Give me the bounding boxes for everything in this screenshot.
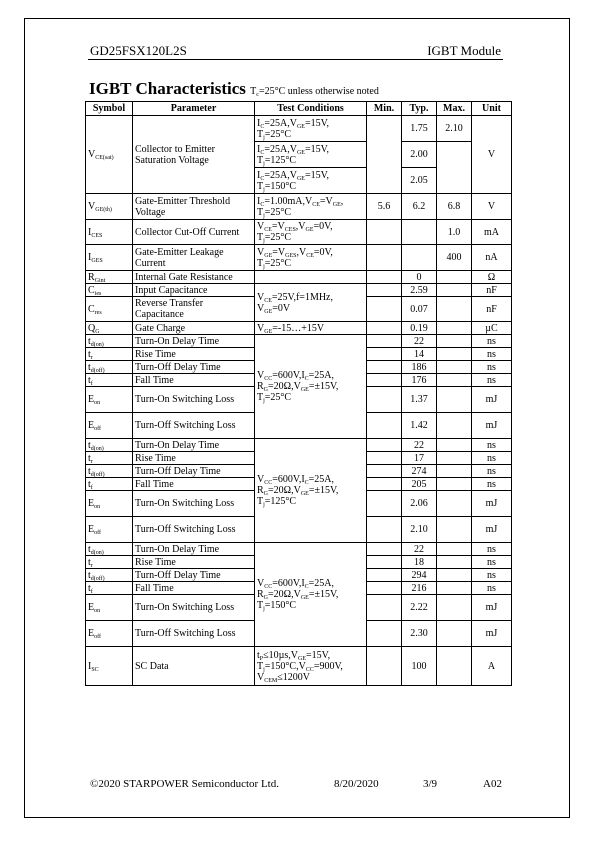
unit-ices: mA [472, 220, 512, 245]
min-cell [367, 543, 402, 556]
symbol-qg: $Q_G$ [86, 322, 133, 335]
min-cell [367, 491, 402, 517]
symbol-cell: $E_{on}$ [86, 387, 133, 413]
typ-cell: 205 [402, 478, 437, 491]
switching-conditions: $V_{CC}=600V,I_C=25A$, $R_G=20\Omega,V_{GE}=\pm 15V$, $T_j=125^\circ C$ [255, 439, 367, 543]
max-cell [437, 569, 472, 582]
parameter-cell: Turn-Off Switching Loss [133, 517, 255, 543]
param-isc: SC Data [133, 647, 255, 686]
symbol-vce-sat: $V_{CE(sat)}$ [86, 116, 133, 194]
col-max: Max. [437, 102, 472, 116]
max-cell [437, 348, 472, 361]
symbol-cell: $t_{d(off)}$ [86, 361, 133, 374]
col-parameter: Parameter [133, 102, 255, 116]
table-row [86, 284, 512, 297]
max-rgint [437, 271, 472, 284]
section-condition: $T_c=25^\circ C$ unless otherwise noted [250, 86, 379, 98]
max-vce-sat: 2.10 [437, 116, 472, 142]
max-cell [437, 621, 472, 647]
symbol-cell: $t_f$ [86, 478, 133, 491]
parameter-cell: Rise Time [133, 348, 255, 361]
min-cell [367, 348, 402, 361]
cond-vce-sat-150: $I_C=25A,V_{GE}=15V$, $T_j=150^\circ C$ [255, 168, 367, 194]
param-cies: Input Capacitance [133, 284, 255, 297]
switching-conditions: $V_{CC}=600V,I_C=25A$, $R_G=20\Omega,V_{GE}=\pm 15V$, $T_j=25^\circ C$ [255, 335, 367, 439]
parameter-cell: Fall Time [133, 582, 255, 595]
min-rgint [367, 271, 402, 284]
max-vge-th: 6.8 [437, 194, 472, 220]
max-cies [437, 284, 472, 297]
unit-cell: ns [472, 374, 512, 387]
parameter-cell: Turn-Off Delay Time [133, 361, 255, 374]
min-cell [367, 595, 402, 621]
parameter-cell: Turn-Off Switching Loss [133, 413, 255, 439]
characteristics-table [85, 101, 512, 686]
parameter-cell: Turn-On Delay Time [133, 335, 255, 348]
max-cell [437, 335, 472, 348]
unit-rgint: Ω [472, 271, 512, 284]
unit-vge-th: V [472, 194, 512, 220]
unit-cell: ns [472, 543, 512, 556]
symbol-cell: $E_{off}$ [86, 621, 133, 647]
typ-isc: 100 [402, 647, 437, 686]
param-iges: Gate-Emitter Leakage Current [133, 245, 255, 271]
symbol-rgint: $R_{Gint}$ [86, 271, 133, 284]
symbol-cell: $E_{off}$ [86, 517, 133, 543]
max-cell [437, 517, 472, 543]
min-cell [367, 465, 402, 478]
unit-cell: ns [472, 335, 512, 348]
cond-vge-th: $I_C=1.00mA,V_{CE}=V_{GE}$, $T_j=25^\circ C$ [255, 194, 367, 220]
parameter-cell: Turn-On Delay Time [133, 543, 255, 556]
min-iges [367, 245, 402, 271]
min-cell [367, 387, 402, 413]
symbol-cies: $C_{ies}$ [86, 284, 133, 297]
unit-cell: mJ [472, 621, 512, 647]
parameter-cell: Turn-Off Switching Loss [133, 621, 255, 647]
max-ices: 1.0 [437, 220, 472, 245]
max-cell [437, 556, 472, 569]
symbol-cell: $t_f$ [86, 374, 133, 387]
typ-cell: 1.37 [402, 387, 437, 413]
unit-cell: ns [472, 439, 512, 452]
cond-capacitance: $V_{CE}=25V,f=1MHz$, $V_{GE}=0V$ [255, 284, 367, 322]
part-number: GD25FSX120L2S [90, 43, 187, 58]
typ-cres: 0.07 [402, 297, 437, 322]
section-title [89, 79, 379, 99]
typ-iges [402, 245, 437, 271]
col-typ: Typ. [402, 102, 437, 116]
footer-revision: A02 [483, 778, 502, 790]
cond-ices: $V_{CE}=V_{CES},V_{GE}=0V$, $T_j=25^\circ C$ [255, 220, 367, 245]
typ-cell: 22 [402, 439, 437, 452]
symbol-cell: $E_{on}$ [86, 491, 133, 517]
min-cres [367, 297, 402, 322]
table-row [86, 439, 512, 452]
parameter-cell: Turn-On Switching Loss [133, 595, 255, 621]
max-iges: 400 [437, 245, 472, 271]
typ-vce-sat-125: 2.00 [402, 142, 437, 168]
max-isc [437, 647, 472, 686]
symbol-cell: $t_r$ [86, 556, 133, 569]
typ-cell: 2.06 [402, 491, 437, 517]
typ-vge-th: 6.2 [402, 194, 437, 220]
min-cell [367, 439, 402, 452]
col-unit: Unit [472, 102, 512, 116]
min-cell [367, 569, 402, 582]
typ-cell: 2.10 [402, 517, 437, 543]
typ-cell: 22 [402, 543, 437, 556]
typ-cell: 186 [402, 361, 437, 374]
typ-cell: 14 [402, 348, 437, 361]
symbol-cell: $t_{d(on)}$ [86, 439, 133, 452]
symbol-cell: $E_{on}$ [86, 595, 133, 621]
cond-isc: $t_P\le 10\mu s,V_{GE}=15V$, $T_j=150^\circ C,V_{CC}=900V$, $V_{CEM}\le 1200V$ [255, 647, 367, 686]
unit-isc: A [472, 647, 512, 686]
min-cell [367, 478, 402, 491]
unit-cell: mJ [472, 491, 512, 517]
switching-conditions: $V_{CC}=600V,I_C=25A$, $R_G=20\Omega,V_{GE}=\pm 15V$, $T_j=150^\circ C$ [255, 543, 367, 647]
min-cell [367, 374, 402, 387]
max-qg [437, 322, 472, 335]
symbol-cres: $C_{res}$ [86, 297, 133, 322]
parameter-cell: Rise Time [133, 452, 255, 465]
unit-cell: mJ [472, 517, 512, 543]
unit-cell: ns [472, 465, 512, 478]
param-vge-th: Gate-Emitter Threshold Voltage [133, 194, 255, 220]
unit-cell: ns [472, 348, 512, 361]
symbol-cell: $t_{d(off)}$ [86, 569, 133, 582]
typ-cell: 176 [402, 374, 437, 387]
min-cell [367, 361, 402, 374]
header-divider [88, 59, 503, 60]
param-cres: Reverse Transfer Capacitance [133, 297, 255, 322]
min-cell [367, 452, 402, 465]
unit-vce-sat: V [472, 116, 512, 194]
min-cell [367, 556, 402, 569]
max-cell [437, 582, 472, 595]
typ-cell: 2.30 [402, 621, 437, 647]
param-qg: Gate Charge [133, 322, 255, 335]
table-row [86, 335, 512, 348]
footer-copyright: ©2020 STARPOWER Semiconductor Ltd. [90, 778, 279, 790]
param-ices: Collector Cut-Off Current [133, 220, 255, 245]
table-row [86, 116, 512, 142]
table-row [86, 245, 512, 271]
max-cell [437, 543, 472, 556]
typ-rgint: 0 [402, 271, 437, 284]
table-row [86, 271, 512, 284]
cond-iges: $V_{GE}=V_{GES},V_{CE}=0V$, $T_j=25^\circ C$ [255, 245, 367, 271]
cond-qg: $V_{GE}=-15\dots+15V$ [255, 322, 367, 335]
table-row [86, 322, 512, 335]
symbol-cell: $t_{d(on)}$ [86, 335, 133, 348]
unit-cell: ns [472, 556, 512, 569]
parameter-cell: Turn-On Switching Loss [133, 387, 255, 413]
col-test-conditions: Test Conditions [255, 102, 367, 116]
typ-cell: 274 [402, 465, 437, 478]
col-min: Min. [367, 102, 402, 116]
max-cell [437, 452, 472, 465]
parameter-cell: Turn-On Delay Time [133, 439, 255, 452]
param-rgint: Internal Gate Resistance [133, 271, 255, 284]
min-vce-sat [367, 116, 402, 194]
unit-cell: ns [472, 452, 512, 465]
max-cell [437, 478, 472, 491]
unit-cres: nF [472, 297, 512, 322]
unit-cell: mJ [472, 595, 512, 621]
parameter-cell: Turn-Off Delay Time [133, 465, 255, 478]
table-row [86, 220, 512, 245]
min-vge-th: 5.6 [367, 194, 402, 220]
cond-vce-sat-25: $I_C=25A,V_{GE}=15V$, $T_j=25^\circ C$ [255, 116, 367, 142]
parameter-cell: Rise Time [133, 556, 255, 569]
symbol-cell: $t_{d(on)}$ [86, 543, 133, 556]
symbol-cell: $t_r$ [86, 452, 133, 465]
min-isc [367, 647, 402, 686]
typ-vce-sat-150: 2.05 [402, 168, 437, 194]
unit-cell: ns [472, 478, 512, 491]
parameter-cell: Turn-Off Delay Time [133, 569, 255, 582]
symbol-cell: $t_f$ [86, 582, 133, 595]
symbol-vge-th: $V_{GE(th)}$ [86, 194, 133, 220]
min-cell [367, 335, 402, 348]
symbol-ices: $I_{CES}$ [86, 220, 133, 245]
symbol-cell: $E_{off}$ [86, 413, 133, 439]
col-symbol: Symbol [86, 102, 133, 116]
min-cies [367, 284, 402, 297]
min-cell [367, 517, 402, 543]
unit-qg: µC [472, 322, 512, 335]
min-cell [367, 413, 402, 439]
max-cell [437, 374, 472, 387]
typ-ices [402, 220, 437, 245]
symbol-cell: $t_r$ [86, 348, 133, 361]
typ-vce-sat-25: 1.75 [402, 116, 437, 142]
param-vce-sat: Collector to Emitter Saturation Voltage [133, 116, 255, 194]
min-cell [367, 621, 402, 647]
table-row [86, 647, 512, 686]
cond-rgint [255, 271, 367, 284]
table-row [86, 194, 512, 220]
unit-cell: mJ [472, 413, 512, 439]
max-cell [437, 413, 472, 439]
symbol-cell: $t_{d(off)}$ [86, 465, 133, 478]
typ-cell: 2.22 [402, 595, 437, 621]
unit-cell: mJ [472, 387, 512, 413]
typ-cies: 2.59 [402, 284, 437, 297]
section-title-text: IGBT Characteristics [89, 79, 246, 98]
typ-cell: 294 [402, 569, 437, 582]
symbol-isc: $I_{SC}$ [86, 647, 133, 686]
max-cell [437, 465, 472, 478]
table-row [86, 543, 512, 556]
max-cell [437, 595, 472, 621]
max-cell [437, 491, 472, 517]
unit-cies: nF [472, 284, 512, 297]
parameter-cell: Fall Time [133, 374, 255, 387]
typ-cell: 22 [402, 335, 437, 348]
switching-section [86, 335, 512, 647]
unit-cell: ns [472, 582, 512, 595]
max-cell [437, 361, 472, 374]
parameter-cell: Turn-On Switching Loss [133, 491, 255, 517]
parameter-cell: Fall Time [133, 478, 255, 491]
min-cell [367, 582, 402, 595]
table-header-row [86, 102, 512, 116]
footer-page: 3/9 [423, 778, 438, 790]
max-cell [437, 387, 472, 413]
footer-date: 8/20/2020 [334, 778, 379, 790]
typ-cell: 1.42 [402, 413, 437, 439]
unit-iges: nA [472, 245, 512, 271]
typ-cell: 18 [402, 556, 437, 569]
max-cres [437, 297, 472, 322]
symbol-iges: $I_{GES}$ [86, 245, 133, 271]
max-cell [437, 439, 472, 452]
unit-cell: ns [472, 361, 512, 374]
typ-cell: 216 [402, 582, 437, 595]
typ-cell: 17 [402, 452, 437, 465]
module-type: IGBT Module [427, 43, 501, 58]
min-ices [367, 220, 402, 245]
typ-qg: 0.19 [402, 322, 437, 335]
min-qg [367, 322, 402, 335]
cond-vce-sat-125: $I_C=25A,V_{GE}=15V$, $T_j=125^\circ C$ [255, 142, 367, 168]
unit-cell: ns [472, 569, 512, 582]
max-vce-sat-empty [437, 142, 472, 194]
